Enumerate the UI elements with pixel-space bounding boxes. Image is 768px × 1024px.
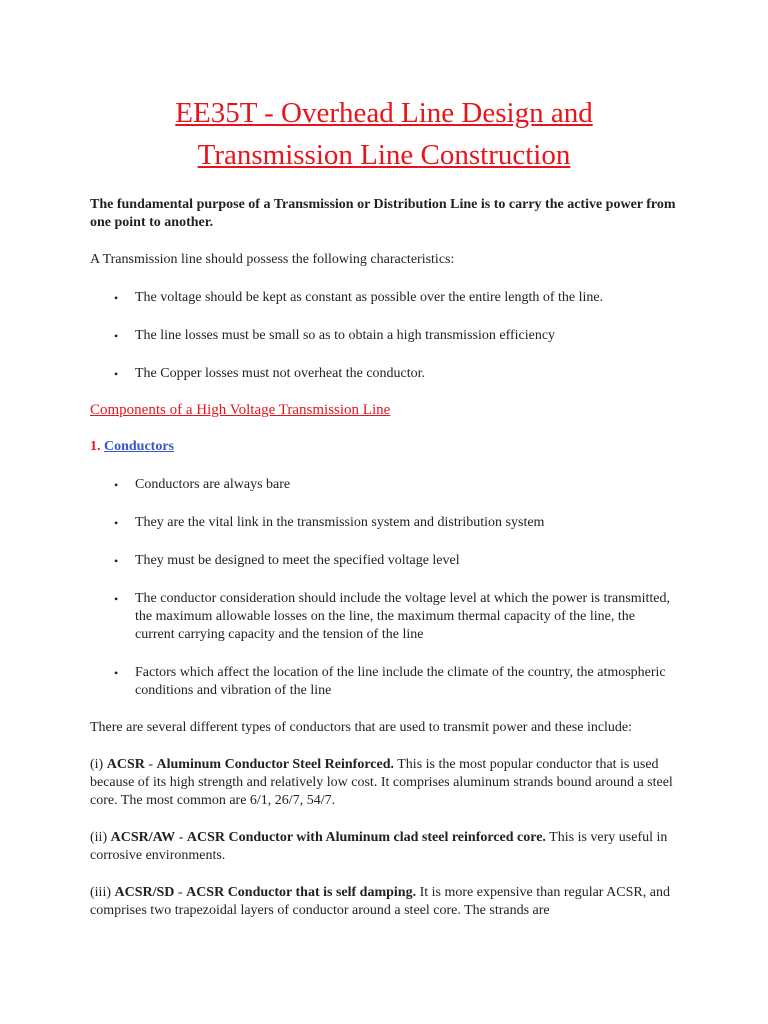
bullet-icon: •	[114, 329, 119, 343]
type-code: ACSR	[106, 757, 145, 772]
type-code: ACSR/AW	[110, 830, 176, 845]
list-item-text: The conductor consideration should include the voltage level at which the power is transmitted, the maximum allowable losses on the line, the maximum thermal capacity of the line, the current carrying capacity and the tension of the line	[135, 591, 670, 642]
list-item	[90, 552, 678, 570]
list-item-text: Conductors are always bare	[135, 477, 291, 492]
type-separator: -	[175, 830, 187, 845]
subsection-number: 1.	[90, 439, 101, 454]
list-item-text: They are the vital link in the transmission system and distribution system	[135, 515, 545, 530]
list-item	[90, 664, 678, 700]
bullet-icon: •	[114, 291, 119, 305]
type-prefix: (ii)	[90, 830, 108, 845]
bullet-icon: •	[114, 367, 119, 381]
type-prefix: (iii)	[90, 885, 111, 900]
page-title	[90, 0, 678, 176]
list-item-text: The Copper losses must not overheat the conductor.	[135, 366, 426, 381]
characteristics-list	[90, 289, 678, 383]
list-item	[90, 476, 678, 494]
conductor-type-paragraph	[90, 829, 678, 865]
title-line-2: Transmission Line Construction	[197, 139, 571, 171]
intro-paragraph: The fundamental purpose of a Transmission or Distribution Line is to carry the active power from one point to another.	[90, 197, 676, 230]
type-description: This is the most popular conductor that is used because of its high strength and relatively low cost. It comprises aluminum strands bound around a steel core. The most common are 6/1, 26/7, 54/7.	[90, 757, 673, 808]
type-name: ACSR Conductor that is self damping.	[186, 885, 417, 900]
title-line-1: EE35T - Overhead Line Design and	[175, 97, 593, 129]
type-description: It is more expensive than regular ACSR, and comprises two trapezoidal layers of conductor around a steel core. The strands are	[90, 885, 670, 918]
type-prefix: (i)	[90, 757, 104, 772]
list-item	[90, 590, 678, 644]
bullet-icon: •	[114, 666, 119, 680]
subsection-heading	[90, 438, 678, 456]
section-heading-link[interactable]: Components of a High Voltage Transmission Line	[90, 402, 391, 418]
bullet-icon: •	[114, 554, 119, 568]
conductor-type-paragraph	[90, 884, 678, 920]
list-item	[90, 365, 678, 383]
list-item	[90, 289, 678, 307]
list-item-text: The voltage should be kept as constant as possible over the entire length of the line.	[135, 290, 604, 305]
list-item-text: They must be designed to meet the specified voltage level	[135, 553, 460, 568]
type-description: This is very useful in corrosive environments.	[90, 830, 668, 863]
type-separator: -	[174, 885, 187, 900]
types-lead: There are several different types of conductors that are used to transmit power and these include:	[90, 720, 633, 735]
list-item	[90, 327, 678, 345]
conductors-link[interactable]: Conductors	[104, 439, 175, 454]
type-code: ACSR/SD	[114, 885, 175, 900]
conductor-type-paragraph	[90, 756, 678, 810]
bullet-icon: •	[114, 478, 119, 492]
characteristics-lead: A Transmission line should possess the following characteristics:	[90, 252, 455, 267]
type-separator: -	[144, 757, 157, 772]
list-item	[90, 514, 678, 532]
conductor-points-list	[90, 476, 678, 700]
bullet-icon: •	[114, 592, 119, 606]
list-item-text: Factors which affect the location of the line include the climate of the country, the atmospheric conditions and vibration of the line	[135, 665, 666, 698]
bullet-icon: •	[114, 516, 119, 530]
list-item-text: The line losses must be small so as to obtain a high transmission efficiency	[135, 328, 556, 343]
type-name: Aluminum Conductor Steel Reinforced.	[156, 757, 394, 772]
type-name: ACSR Conductor with Aluminum clad steel reinforced core.	[186, 830, 546, 845]
